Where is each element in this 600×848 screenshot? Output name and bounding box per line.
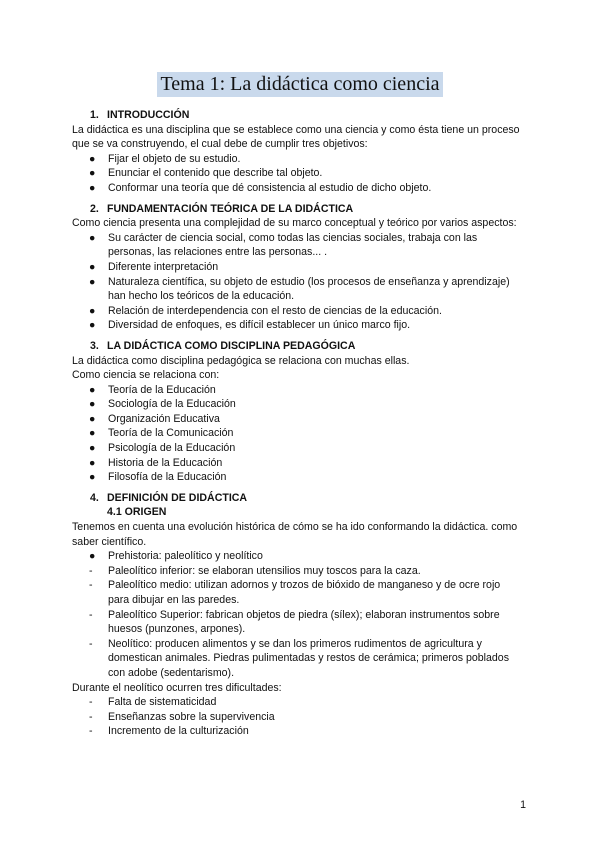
list-item: ● Psicología de la Educación [89,442,236,455]
bullet-list [72,383,524,485]
section-number: 4. [90,491,99,504]
bullet-icon: ● [89,427,96,440]
section-title: DEFINICIÓN DE DIDÁCTICA [107,491,248,504]
list-item: ● Conformar una teoría que dé consistencia al estudio de dicho objeto. [89,181,432,194]
dash-icon: - [89,579,93,592]
paragraph: Tenemos en cuenta una evolución histórica de cómo se ha ido conformando la didáctica. como saber científico. [72,521,518,548]
bullet-icon: ● [89,304,96,317]
bullet-icon: ● [89,412,96,425]
bullet-list [72,152,524,196]
list-item: ● Su carácter de ciencia social, como todas las ciencias sociales, trabaja con las personas, las relaciones entre las personas... . [89,231,478,259]
list-item: - Enseñanzas sobre la supervivencia [89,710,275,723]
list-item: ● Filosofía de la Educación [89,471,227,484]
list-item: ● Fijar el objeto de su estudio. [89,152,241,165]
list-item: ● Diversidad de enfoques, es difícil establecer un único marco fijo. [89,319,411,332]
list-item: - Paleolítico inferior: se elaboran utensilios muy toscos para la caza. [89,564,421,577]
bullet-icon: ● [89,152,96,165]
list-item: - Neolítico: producen alimentos y se dan los primeros rudimentos de agricultura y domestican animales. Piedras pulimentadas y restos de cerámica; primeros poblados con adobe (sedentarismo). [89,637,509,679]
title-wrap [0,72,600,97]
list-item: ● Historia de la Educación [89,456,223,469]
paragraph: La didáctica como disciplina pedagógica se relaciona con muchas ellas. [72,354,410,367]
bullet-list [72,549,524,680]
section-heading-2 [90,202,524,217]
list-item: ● Teoría de la Educación [89,383,216,396]
list-item: ● Teoría de la Comunicación [89,427,234,440]
section-number: 2. [90,202,99,215]
dash-icon: - [89,564,93,577]
bullet-icon: ● [89,231,96,244]
list-item: - Paleolítico medio: utilizan adornos y trozos de bióxido de manganeso y de ocre rojo para dibujar en las paredes. [89,579,501,606]
subsection-heading: 4.1 ORIGEN [107,506,167,519]
bullet-icon: ● [89,398,96,411]
list-item: - Paleolítico Superior: fabrican objetos de piedra (sílex); elaboran instrumentos sobre huesos (punzones, arpones). [89,608,500,636]
section-number: 1. [90,109,99,121]
list-item: ● Naturaleza científica, su objeto de estudio (los procesos de enseñanza y aprendizaje) han hecho los teóricos de la educación. [89,275,510,303]
section-title: INTRODUCCIÓN [107,109,190,121]
section-heading-1 [90,108,524,123]
list-item: ● Enunciar el contenido que describe tal objeto. [89,167,323,180]
bullet-icon: ● [89,456,96,469]
list-item: ● Relación de interdependencia con el resto de ciencias de la educación. [89,304,442,317]
section-heading-3 [90,339,524,354]
bullet-icon: ● [89,275,96,288]
bullet-icon: ● [89,442,96,455]
page-title: Tema 1: La didáctica como ciencia [157,72,442,97]
section-number: 3. [90,339,99,352]
list-item: ● Organización Educativa [89,412,220,425]
bullet-icon: ● [89,319,96,332]
bullet-icon: ● [89,471,96,484]
section-title: LA DIDÁCTICA COMO DISCIPLINA PEDAGÓGICA [107,339,356,352]
bullet-icon: ● [89,167,96,180]
dash-icon: - [89,696,93,709]
section-heading-4 [90,491,524,506]
dash-list [72,695,524,739]
list-item: ● Prehistoria: paleolítico y neolítico [89,550,263,563]
dash-icon: - [89,710,93,723]
paragraph: Como ciencia se relaciona con: [72,369,220,382]
bullet-icon: ● [89,260,96,273]
dash-icon: - [89,608,93,621]
paragraph: La didáctica es una disciplina que se establece como una ciencia y como ésta tiene un proceso que se va construyendo, el cual debe de cumplir tres objetivos: [72,123,520,151]
bullet-icon: ● [89,383,96,396]
list-item: - Falta de sistematicidad [89,696,217,709]
section-title: FUNDAMENTACIÓN TEÓRICA DE LA DIDÁCTICA [107,202,354,215]
paragraph: Durante el neolítico ocurren tres dificultades: [72,681,282,694]
bullet-icon: ● [89,550,96,563]
document-body [72,108,524,739]
list-item: - Incremento de la culturización [89,725,249,738]
paragraph: Como ciencia presenta una complejidad de su marco conceptual y teórico por varios aspectos: [72,217,517,230]
dash-icon: - [89,725,93,738]
page-number: 1 [520,799,526,811]
list-item: ● Diferente interpretación [89,260,219,273]
bullet-list [72,231,524,333]
list-item: ● Sociología de la Educación [89,398,236,411]
dash-icon: - [89,637,93,650]
bullet-icon: ● [89,181,96,194]
